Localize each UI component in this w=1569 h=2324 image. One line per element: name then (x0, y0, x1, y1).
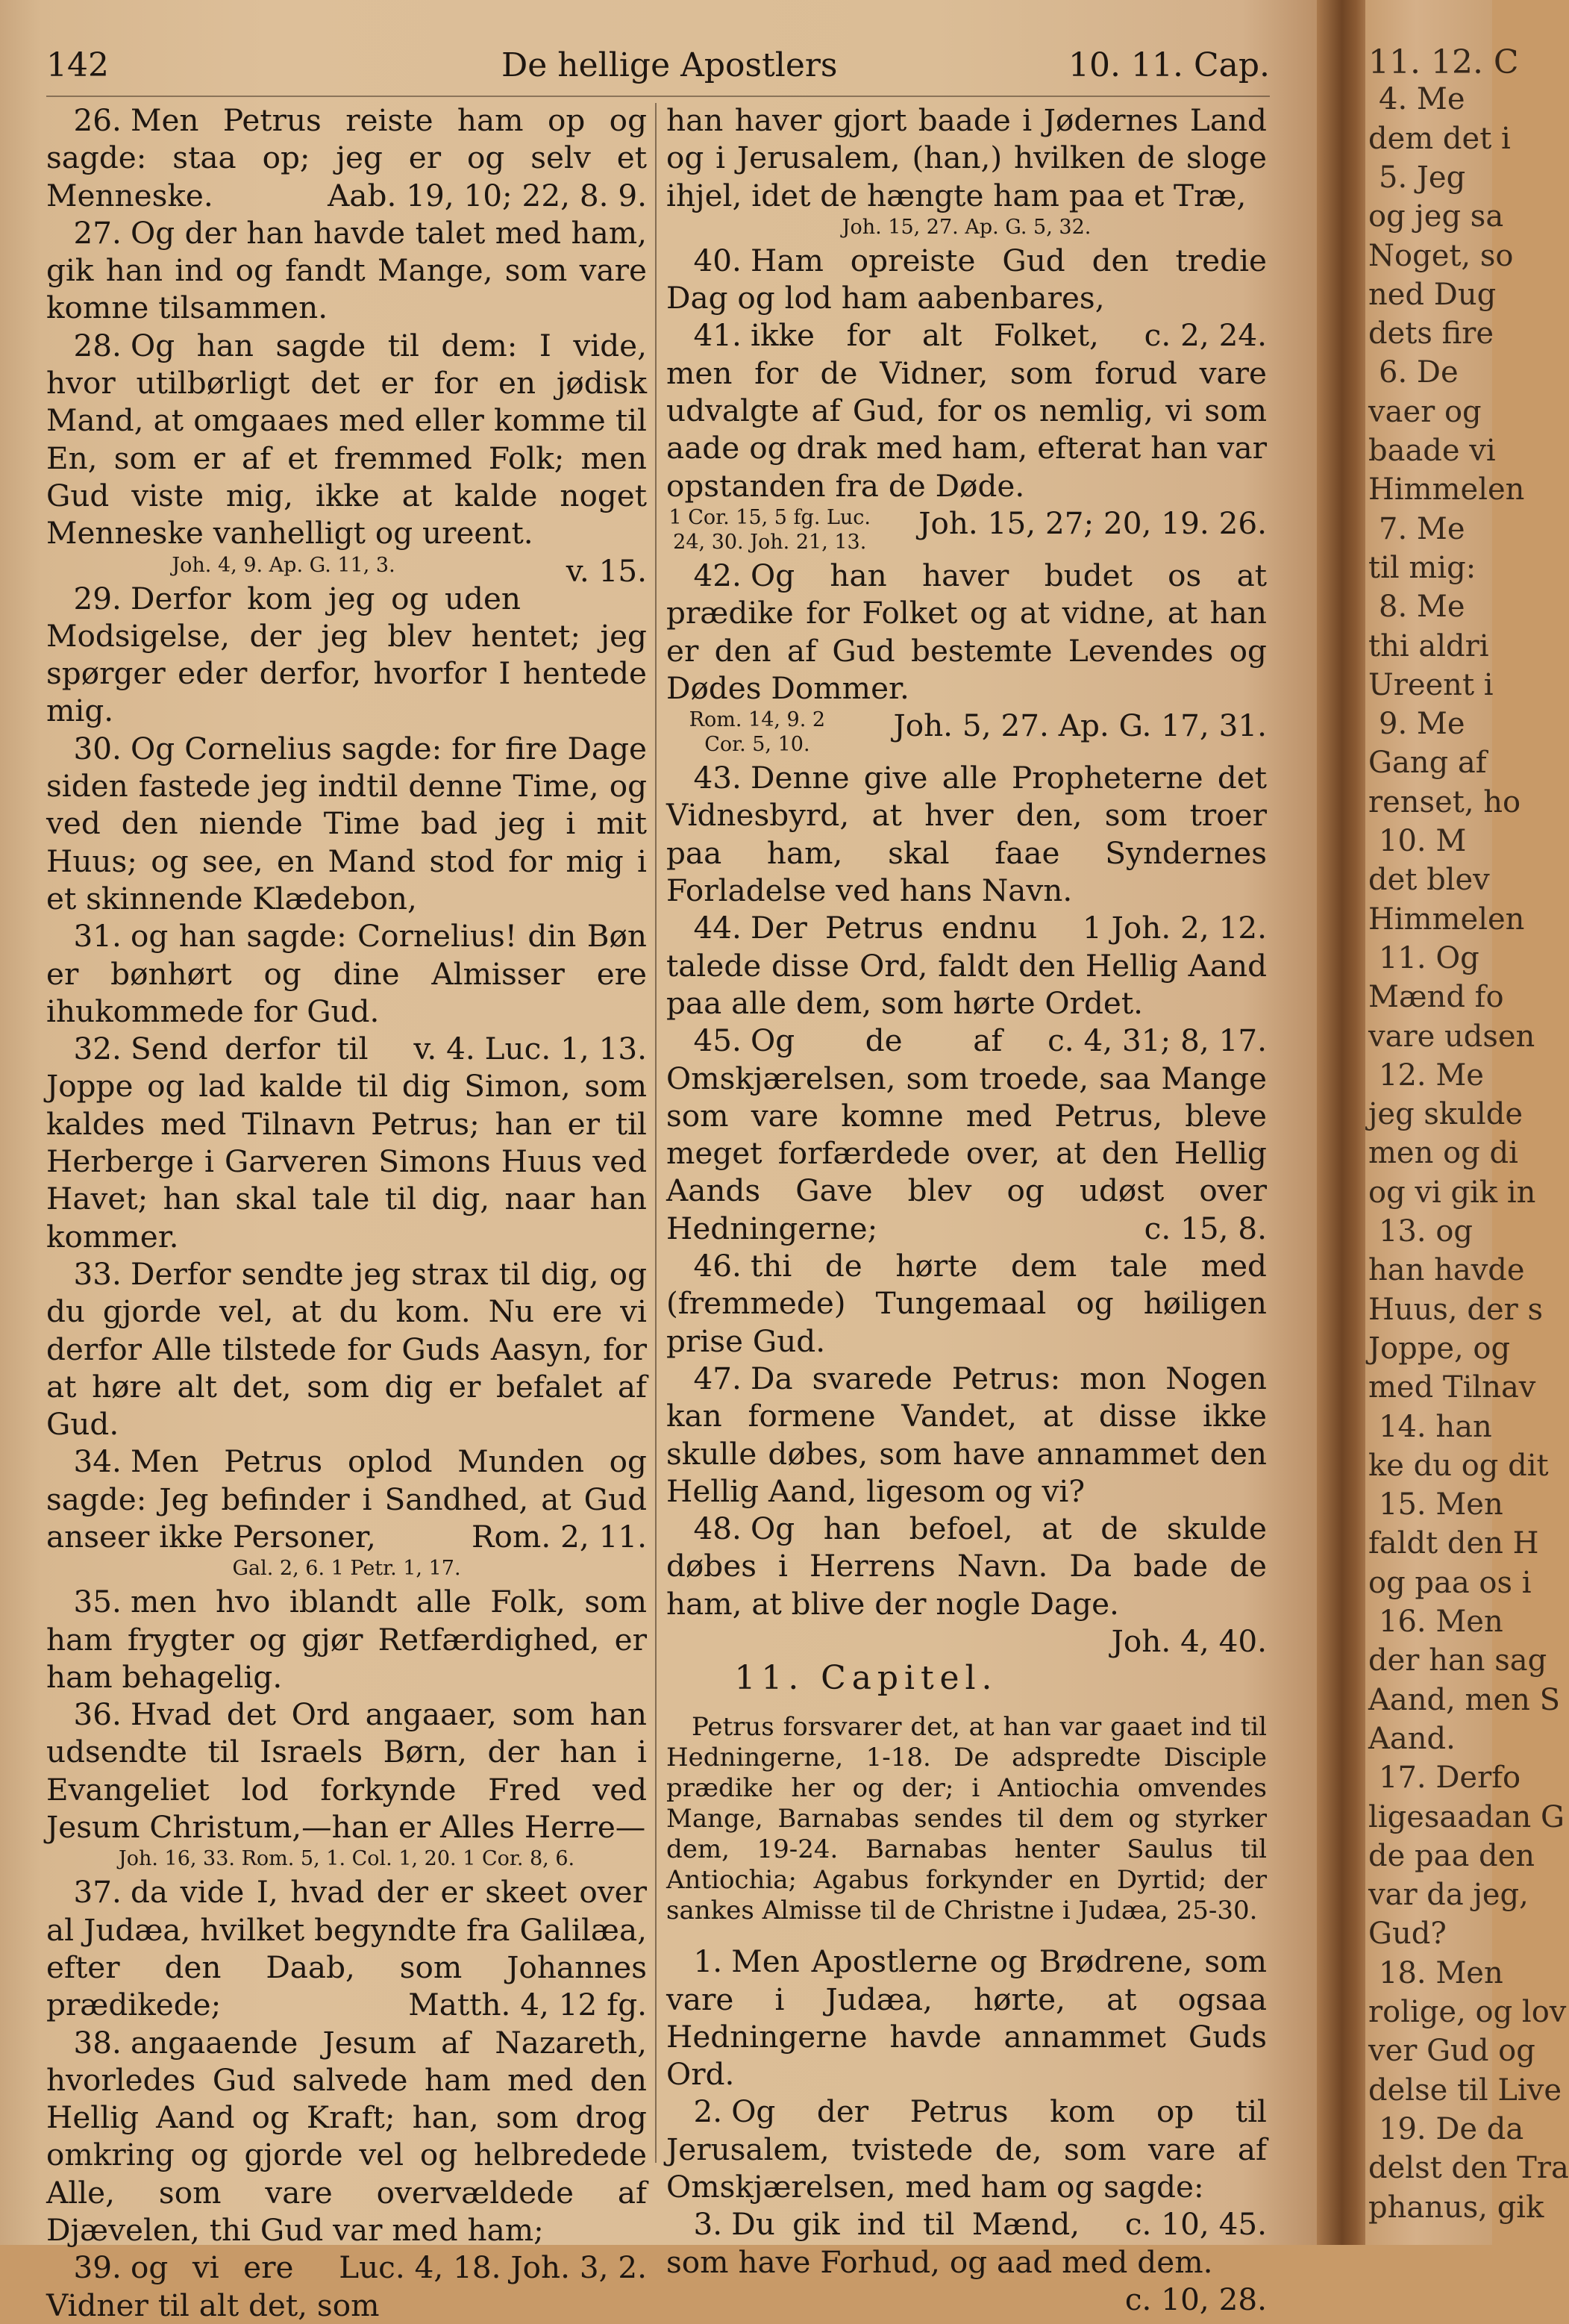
verse-number: 33. (73, 1255, 122, 1292)
adjacent-page-line: 11. Og (1379, 940, 1479, 975)
chapter-verses (666, 1943, 1267, 2317)
adjacent-page-line: faldt den H (1368, 1526, 1539, 1561)
verse-number: 43. (693, 760, 742, 796)
verse-number: 36. (73, 1696, 122, 1733)
verse (666, 1943, 1267, 2093)
cross-reference: Luc. 4, 18. Joh. 3, 2. (339, 2249, 647, 2286)
cross-reference: Matth. 4, 12 fg. (408, 1987, 647, 2023)
adjacent-page-line: baade vi (1368, 434, 1496, 468)
adjacent-page-line: dets fire (1368, 316, 1494, 352)
footnote-references: Gal. 2, 6. 1 Petr. 1, 17. (232, 1557, 461, 1581)
cross-reference: Joh. 15, 27; 20, 19. 26. (918, 505, 1267, 541)
adjacent-page-line: 9. Me (1379, 707, 1465, 742)
verse-number: 34. (73, 1443, 122, 1480)
cross-reference: 1 Joh. 2, 12. (1082, 910, 1267, 946)
verse-number: 42. (693, 557, 742, 593)
adjacent-page-line: delst den Tra (1368, 2151, 1569, 2186)
chapter-title: 11. Capitel. (734, 1658, 998, 1697)
verse (666, 101, 1267, 214)
verse-text: Og han sagde til dem: I vide, hvor utilbørligt det er for en jødisk Mand, at omgaaes med eller komme til En, som er af et fremmed Folk; men Gud viste mig, ikke at kalde noget Menneske vanhelligt og ureent. (46, 327, 647, 552)
adjacent-page-line: Gud? (1368, 1917, 1447, 1952)
cross-reference: c. 10, 28. (1124, 2281, 1267, 2317)
verse (46, 214, 647, 327)
verse (46, 1583, 647, 1696)
adjacent-page-line: phanus, gik (1368, 2190, 1544, 2225)
adjacent-page-line: 8. Me (1379, 590, 1465, 625)
adjacent-page-line: var da jeg, (1368, 1878, 1529, 1913)
adjacent-page-line: ned Dug (1368, 277, 1497, 312)
verse-number: 40. (693, 242, 742, 278)
cross-reference: c. 4, 31; 8, 17. (1047, 1022, 1267, 1059)
left-column (46, 101, 647, 2324)
verse-number: 3. (693, 2206, 723, 2243)
verse (46, 1873, 647, 2023)
adjacent-page-line: jeg skulde (1368, 1097, 1523, 1132)
verse-text: Og de af Omskjærelsen, som troede, saa Mange som vare komne med Petrus, bleve meget forfærdede over, at den Hellig Aands Gave blev og udøst over Hedningerne; (666, 1022, 1267, 1246)
adjacent-page-line: 10. M (1379, 824, 1467, 858)
cross-reference: v. 4. Luc. 1, 13. (413, 1031, 647, 1067)
footnote-references: Rom. 14, 9. 2 Cor. 5, 10. (689, 708, 826, 757)
verse-text: Men Apostlerne og Brødrene, som vare i Judæa, hørte, at ogsaa Hedningerne havde annammet Guds Ord. (666, 1943, 1267, 2093)
adjacent-page-line: Aand. (1368, 1721, 1456, 1756)
adjacent-page-line: men og di (1368, 1136, 1518, 1171)
adjacent-page-line: 17. Derfo (1379, 1761, 1521, 1796)
verse-text: men hvo iblandt alle Folk, som ham frygter og gjør Retfærdighed, er ham behagelig. (46, 1584, 647, 1695)
footnote-references: Joh. 4, 9. Ap. G. 11, 3. (172, 553, 395, 577)
verse (46, 101, 647, 214)
verse-number: 1. (693, 1943, 723, 1980)
adjacent-page-line: Gang af (1368, 746, 1487, 781)
adjacent-page-line: 13. og (1379, 1214, 1474, 1249)
adjacent-page-line: renset, ho (1368, 784, 1521, 819)
verse-number: 35. (73, 1584, 122, 1620)
verse-number: 45. (693, 1022, 742, 1059)
adjacent-page-line: til mig: (1368, 550, 1476, 585)
verse-text: Ham opreiste Gud den tredie Dag og lod ham aabenbares, (666, 242, 1267, 316)
book-gutter (1317, 0, 1373, 2245)
verse-text: og vi ere Vidner til alt det, som (46, 2249, 380, 2323)
adjacent-page-line: Aand, men S (1368, 1682, 1561, 1717)
adjacent-page-line: med Tilnav (1368, 1370, 1536, 1405)
cross-reference: Joh. 4, 40. (1111, 1622, 1267, 1659)
adjacent-page-line: dem det i (1368, 121, 1511, 156)
cross-reference: Rom. 2, 11. (472, 1518, 647, 1555)
footnote-references: Joh. 16, 33. Rom. 5, 1. Col. 1, 20. 1 Cor. 8, 6. (118, 1847, 575, 1871)
verse (46, 580, 647, 730)
header-rule (46, 96, 1270, 97)
chapter-reference: 10. 11. Cap. (1068, 46, 1270, 84)
adjacent-page-line: 6. De (1379, 355, 1459, 390)
cross-reference: Aab. 19, 10; 22, 8. 9. (328, 177, 647, 213)
adjacent-page-line: Noget, so (1368, 238, 1514, 273)
adjacent-page-line: og vi gik in (1368, 1175, 1536, 1210)
adjacent-page-line: ver Gud og (1368, 2034, 1535, 2069)
verse-text: Du gik ind til Mænd, som have Forhud, og aad med dem. (666, 2206, 1213, 2280)
verse (46, 1443, 647, 1555)
adjacent-page-line: og paa os i (1368, 1565, 1532, 1600)
adjacent-page-line: det blev (1368, 863, 1490, 898)
verse-number: 27. (73, 214, 122, 251)
book-title: De hellige Apostlers (501, 46, 838, 84)
verse (46, 730, 647, 917)
adjacent-page-fragment (1365, 0, 1569, 2245)
right-column-verses (666, 101, 1267, 1659)
verse-number: 31. (73, 918, 122, 955)
adjacent-page-line: thi aldri (1368, 628, 1489, 663)
verse-text: Og der Petrus kom op til Jerusalem, tvistede de, som vare af Omskjærelsen, med ham og sagde: (666, 2093, 1267, 2205)
cross-reference: Joh. 5, 27. Ap. G. 17, 31. (893, 707, 1267, 744)
adjacent-page-line: Joppe, og (1368, 1331, 1511, 1366)
verse-text: Men Petrus reiste ham op og sagde: staa op; jeg er og selv et Menneske. (46, 102, 647, 213)
adjacent-page-line: der han sag (1368, 1643, 1547, 1678)
verse-text: Og han befoel, at de skulde døbes i Herrens Navn. Da bade de ham, at blive der nogle Dage. (666, 1511, 1267, 1622)
adjacent-page-line: 18. Men (1379, 1955, 1503, 1990)
adjacent-page-line: vare udsen (1368, 1019, 1535, 1054)
adjacent-page-line: 16. Men (1379, 1605, 1503, 1639)
adjacent-page-line: han havde (1368, 1253, 1525, 1288)
adjacent-page-line: Himmelen (1368, 902, 1525, 937)
verse-number: 2. (693, 2093, 723, 2130)
verse-number: 41. (693, 317, 742, 354)
verse-text: Der Petrus endnu talede disse Ord, faldt den Hellig Aand paa alle dem, som hørte Ordet. (666, 910, 1267, 1021)
chapter-summary: Petrus forsvarer det, at han var gaaet ind til Hedningerne, 1-18. De adspredte Disciple prædike her og der; i Antiochia omvendes Mange, Barnabas sendes til dem og styrker dem, 19-24. Barnabas henter Saulus til Antiochia; Agabus forkynder en Dyrtid; der sankes Almisse til de Christne i Judæa, 25-30. (666, 1712, 1267, 1926)
verse-text: og han sagde: Cornelius! din Bøn er bønhørt og dine Almisser ere ihukommede for Gud. (46, 918, 647, 1029)
verse (46, 1255, 647, 1443)
running-head (46, 46, 1270, 99)
adjacent-page-line: rolige, og lov (1368, 1995, 1567, 2029)
adjacent-page-line: delse til Live (1368, 2072, 1562, 2108)
verse-text: Og han haver budet os at prædike for Folket og at vidne, at han er den af Gud bestemte Levendes og Dødes Dommer. (666, 557, 1267, 706)
footnote-references: Joh. 15, 27. Ap. G. 5, 32. (842, 215, 1092, 239)
cross-reference: c. 10, 45. (1124, 2206, 1267, 2243)
adjacent-page-line: 4. Me (1379, 82, 1465, 117)
verse-text: ikke for alt Folket, men for de Vidner, som forud vare udvalgte af Gud, for os nemlig, vi som aade og drak med ham, efterat han var opstanden fra de Døde. (666, 317, 1267, 504)
verse-text: Og Cornelius sagde: for fire Dage siden fastede jeg indtil denne Time, og ved den niende Time bad jeg i mit Huus; og see, en Mand stod for mig i et skinnende Klædebon, (46, 730, 647, 916)
column-divider (655, 103, 657, 2163)
verse-text: da vide I, hvad der er skeet over al Judæa, hvilket begyndte fra Galilæa, efter den Daab, som Johannes prædikede; (46, 1874, 647, 2023)
adjacent-page-line: de paa den (1368, 1838, 1535, 1873)
adjacent-page-line: ke du og dit (1368, 1448, 1549, 1483)
verse-number: 46. (693, 1248, 742, 1284)
right-column (666, 101, 1267, 2318)
cross-reference: v. 15. (566, 552, 647, 589)
adjacent-page-line: Ureent i (1368, 667, 1494, 702)
adjacent-page-line: 19. De da (1379, 2111, 1524, 2146)
verse-number: 30. (73, 730, 122, 766)
adjacent-page-line: 12. Me (1379, 1058, 1484, 1093)
verse-text: Da svarede Petrus: mon Nogen kan formene Vandet, at disse ikke skulle døbes, som have annammet den Hellig Aand, ligesom og vi? (666, 1360, 1267, 1509)
verse (666, 1510, 1267, 1659)
verse (46, 1696, 647, 1846)
verse-number: 44. (693, 910, 742, 946)
verse-text: Men Petrus oplod Munden og sagde: Jeg befinder i Sandhed, at Gud anseer ikke Personer, (46, 1443, 647, 1555)
verse-number: 26. (73, 102, 122, 138)
adjacent-page-line: 11. 12. C (1368, 43, 1519, 81)
verse-number: 48. (693, 1511, 742, 1547)
adjacent-page-line: 7. Me (1379, 511, 1465, 546)
verse (666, 1360, 1267, 1510)
verse-number: 32. (73, 1031, 122, 1067)
footnote-references: 1 Cor. 15, 5 fg. Luc. 24, 30. Joh. 21, 13. (668, 505, 871, 554)
verse-text: angaaende Jesum af Nazareth, hvorledes Gud salvede ham med den Hellig Aand og Kraft; han, som drog omkring og gjorde vel og helbredede Alle, som vare overvældede af Djævelen, thi Gud var med ham; (46, 2024, 647, 2249)
cross-reference: c. 15, 8. (1144, 1210, 1267, 1246)
verse-text: Hvad det Ord angaaer, som han udsendte til Israels Børn, der han i Evangeliet lod forkynde Fred ved Jesum Christum,—han er Alles Herre— (46, 1696, 647, 1846)
verse-number: 39. (73, 2249, 122, 2286)
adjacent-page-line: 15. Men (1379, 1487, 1503, 1522)
verse-text: Send derfor til Joppe og lad kalde til dig Simon, som kaldes med Tilnavn Petrus; han er til Herberge i Garveren Simons Huus ved Havet; han skal tale til dig, naar han kommer. (46, 1031, 647, 1255)
adjacent-page-line: 5. Jeg (1379, 160, 1466, 195)
verse-number: 38. (73, 2024, 122, 2061)
adjacent-page-line: og jeg sa (1368, 199, 1504, 234)
verse-text: Og der han havde talet med ham, gik han ind og fandt Mange, som vare komne tilsammen. (46, 214, 647, 326)
verse-number: 47. (693, 1360, 742, 1396)
verse-text: han haver gjort baade i Jødernes Land og i Jerusalem, (han,) hvilken de sloge ihjel, idet de hængte ham paa et Træ, (666, 102, 1267, 213)
adjacent-page-line: vaer og (1368, 394, 1482, 429)
verse-number: 28. (73, 327, 122, 363)
adjacent-page-line: Huus, der s (1368, 1292, 1544, 1327)
cross-reference: c. 2, 24. (1144, 317, 1267, 354)
verse (666, 1247, 1267, 1360)
adjacent-page-line: Himmelen (1368, 472, 1525, 507)
verse-number: 37. (73, 1874, 122, 1911)
verse-number: 29. (73, 580, 122, 616)
adjacent-page-line: Mænd fo (1368, 980, 1504, 1015)
verse-text: thi de hørte dem tale med (fremmede) Tungemaal og høiligen prise Gud. (666, 1248, 1267, 1359)
verse-text: Denne give alle Propheterne det Vidnesbyrd, at hver den, som troer paa ham, skal faae Syndernes Forladelse ved hans Navn. (666, 760, 1267, 909)
page-number: 142 (46, 46, 109, 84)
verse-text: Derfor sendte jeg strax til dig, og du gjorde vel, at du kom. Nu ere vi derfor Alle tilstede for Guds Aasyn, for at høre alt det, som dig er befalet af Gud. (46, 1255, 647, 1443)
adjacent-page-line: 14. han (1379, 1409, 1492, 1444)
adjacent-page-line: ligesaadan G (1368, 1799, 1565, 1834)
verse-text: Derfor kom jeg og uden Modsigelse, der jeg blev hentet; jeg spørger eder derfor, hvorfor I hentede mig. (46, 580, 647, 729)
